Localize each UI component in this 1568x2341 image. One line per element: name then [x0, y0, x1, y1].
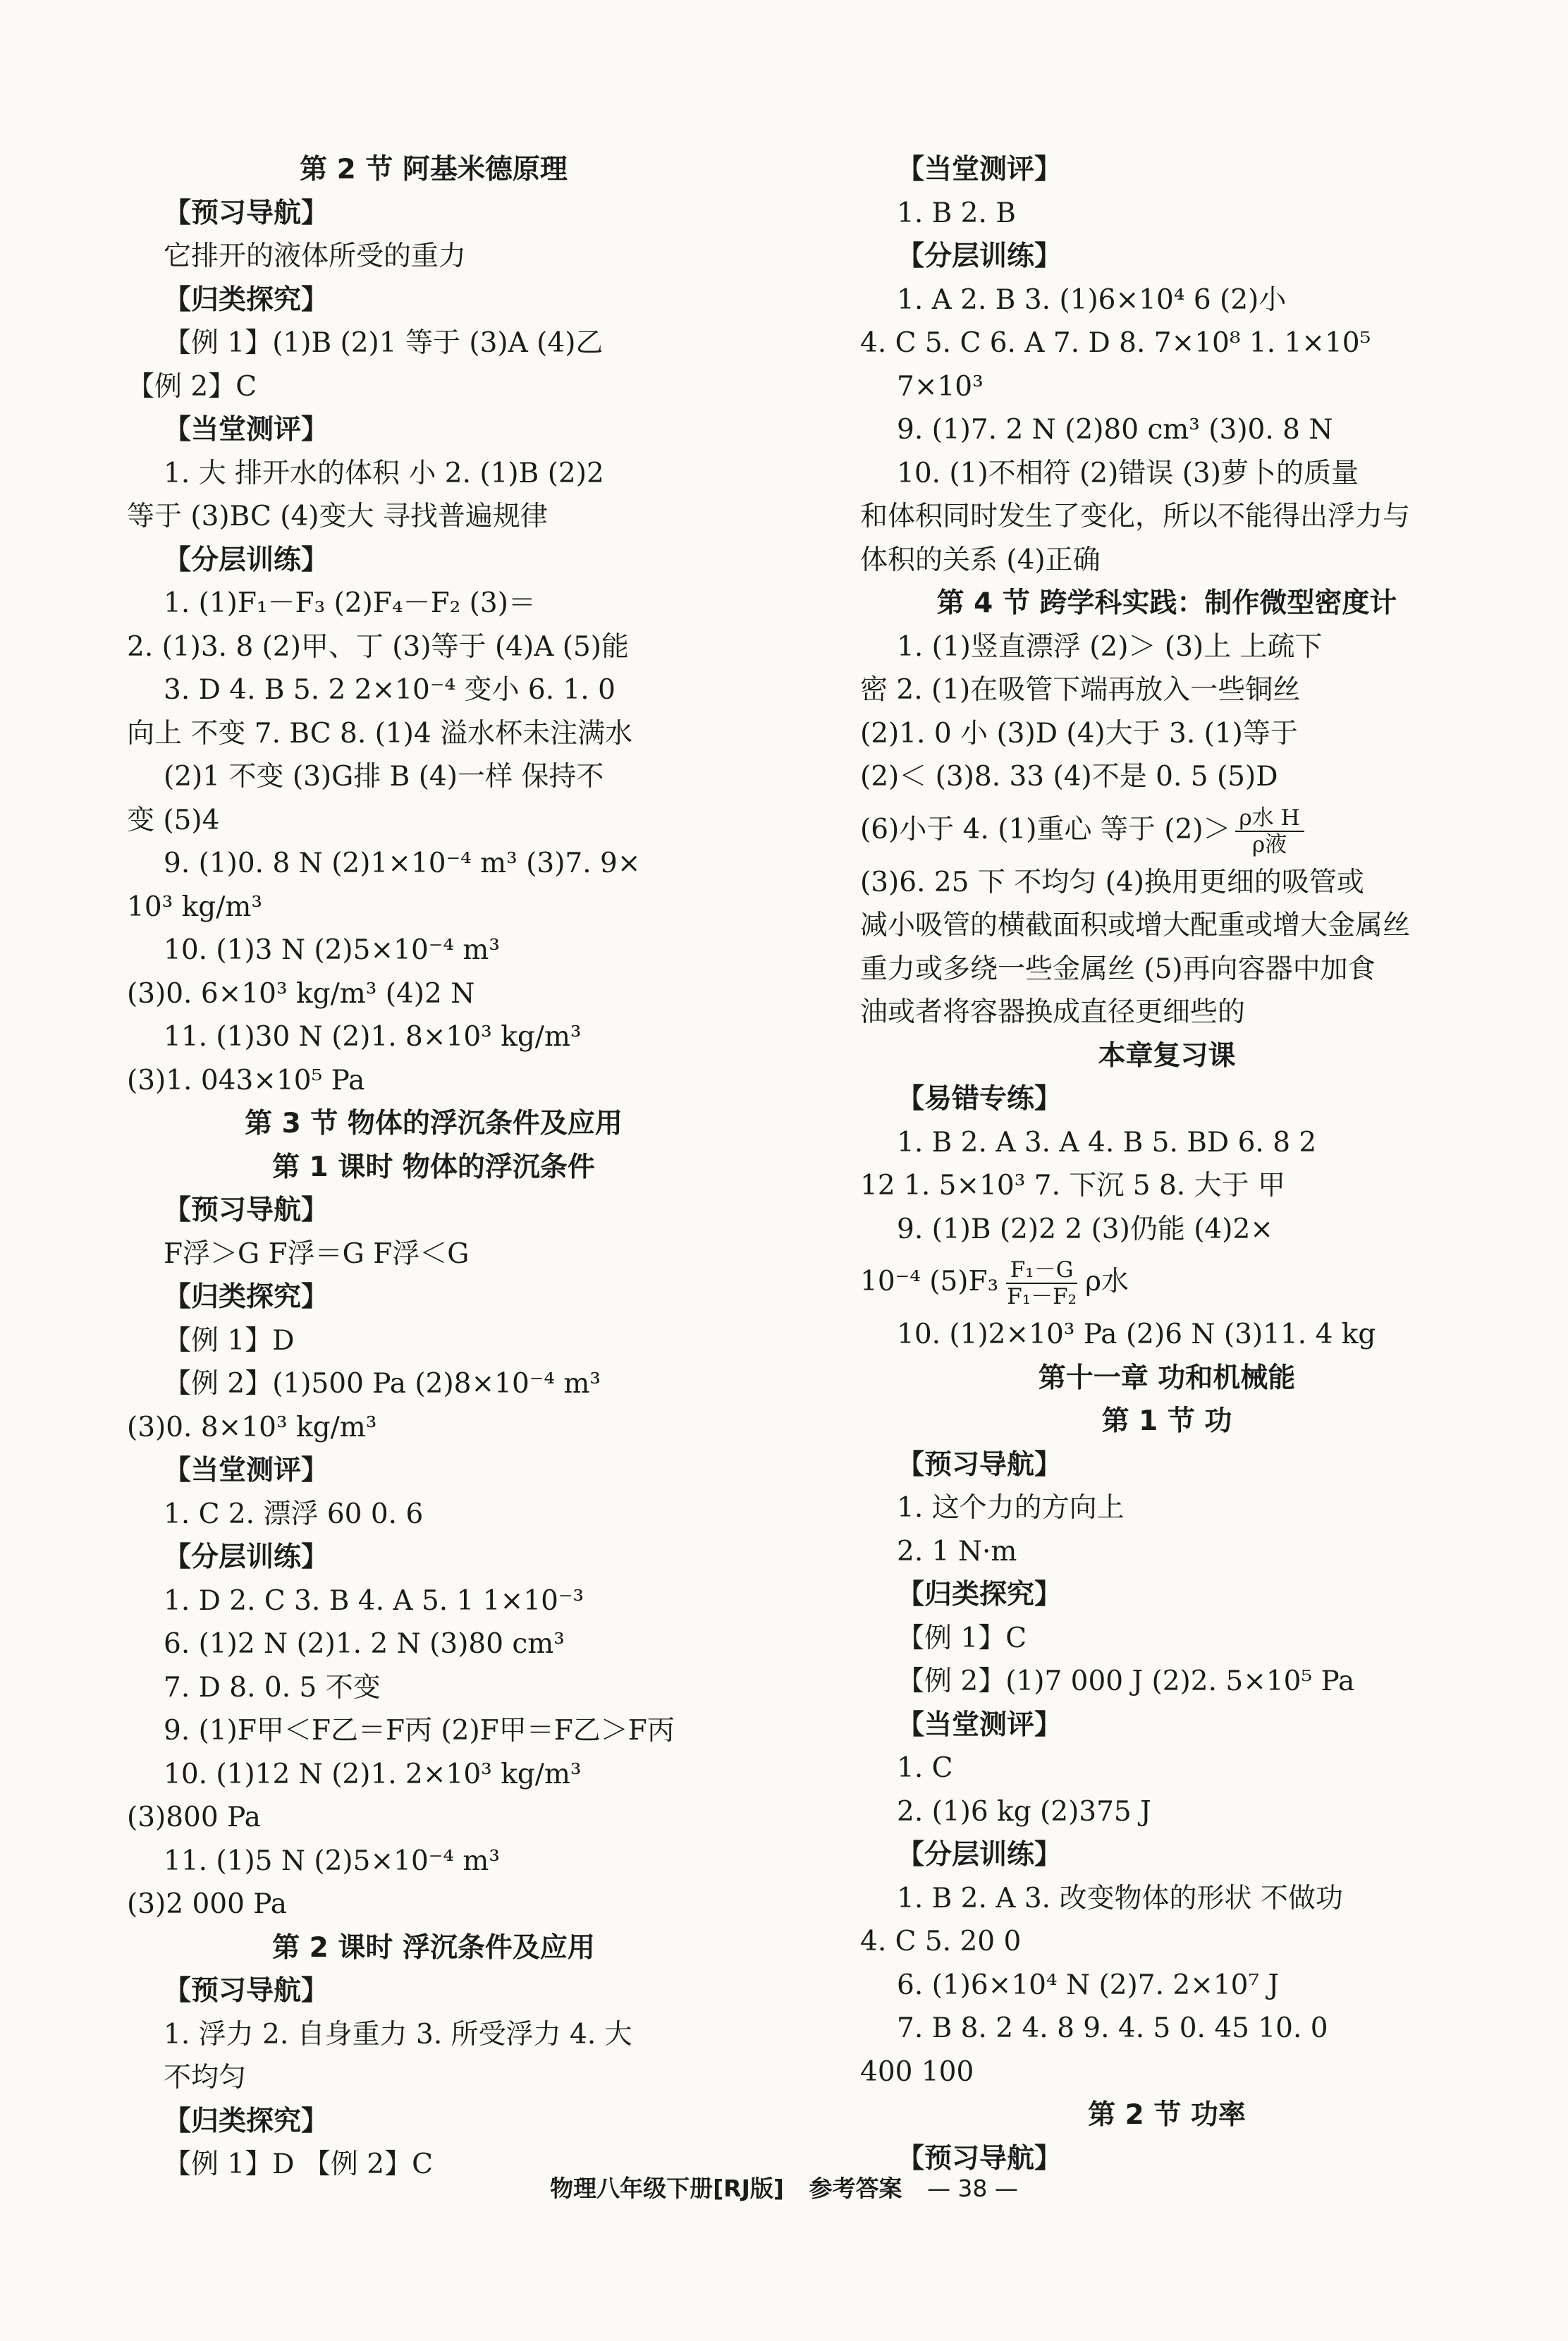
answer-line: [860, 495, 1474, 539]
answer-line: [127, 582, 740, 625]
line-text: 【预习导航】: [897, 1448, 1062, 1481]
answer-line: [860, 365, 1474, 409]
answer-line: [127, 1319, 740, 1363]
section-label: [127, 1449, 740, 1493]
fraction-denominator: F₁－F₂: [1007, 1284, 1077, 1309]
line-text: 第 2 课时 浮沉条件及应用: [272, 1931, 595, 1964]
line-text: 1. B 2. A 3. 改变物体的形状 不做功: [897, 1882, 1343, 1914]
section-label: [860, 1443, 1474, 1487]
line-text: (3)6. 25 下 不均匀 (4)换用更细的吸管或: [860, 866, 1364, 898]
line-text: 1. A 2. B 3. (1)6×10⁴ 6 (2)小: [897, 283, 1287, 316]
line-text: 7×10³: [897, 370, 984, 403]
section-heading: [860, 2094, 1474, 2137]
line-text: 【当堂测评】: [897, 1709, 1062, 1741]
line-text: 【例 2】(1)7 000 J (2)2. 5×10⁵ Pa: [897, 1665, 1355, 1697]
line-text: 1. B 2. B: [897, 197, 1016, 229]
line-text: 【预习导航】: [164, 1975, 329, 2007]
answer-line: [127, 235, 740, 279]
line-text: 油或者将容器换成直径更细些的: [860, 996, 1246, 1028]
line-text: 【分层训练】: [164, 544, 329, 576]
line-text: 它排开的液体所受的重力: [164, 240, 467, 272]
answer-line: [127, 712, 740, 756]
line-text: (2)1 不变 (3)G排 B (4)一样 保持不: [164, 761, 604, 793]
line-text: 10. (1)不相符 (2)错误 (3)萝卜的质量: [897, 457, 1359, 489]
section-label: [860, 148, 1474, 192]
line-text: 【分层训练】: [897, 1839, 1062, 1871]
line-text: 1. C 2. 漂浮 60 0. 6: [164, 1498, 424, 1530]
answer-line: [860, 904, 1474, 948]
section-heading: [127, 1926, 740, 1970]
line-text: 第 1 课时 物体的浮沉条件: [272, 1151, 595, 1183]
answer-line: [127, 1666, 740, 1710]
line-text: 向上 不变 7. BC 8. (1)4 溢水杯未注满水: [127, 717, 633, 750]
line-text: 10³ kg/m³: [127, 891, 263, 923]
line-text: 重力或多绕一些金属丝 (5)再向容器中加食: [860, 953, 1376, 985]
answer-line: [127, 1362, 740, 1406]
answer-line: [127, 1709, 740, 1753]
answer-line: [860, 2007, 1474, 2050]
section-label: [127, 1536, 740, 1579]
footer-book-title: 物理八年级下册[RJ版]: [550, 2175, 784, 2202]
section-label: [127, 1969, 740, 2013]
answer-line: [127, 2013, 740, 2057]
answer-line: [127, 1840, 740, 1883]
line-text: 1. 大 排开水的体积 小 2. (1)B (2)2: [164, 457, 604, 489]
line-text: 第 4 节 跨学科实践：制作微型密度计: [936, 587, 1397, 619]
footer-section: 参考答案: [809, 2175, 902, 2202]
answer-line: [860, 1790, 1474, 1834]
section-label: [127, 539, 740, 582]
answer-line: [860, 192, 1474, 236]
section-label: [860, 1077, 1474, 1121]
answer-line: [860, 712, 1474, 756]
line-text: 1. B 2. A 3. A 4. B 5. BD 6. 8 2: [897, 1126, 1317, 1159]
fraction: [1235, 805, 1304, 857]
answer-line: [127, 322, 740, 365]
line-text: 3. D 4. B 5. 2 2×10⁻⁴ 变小 6. 1. 0: [164, 674, 615, 706]
answer-line: [860, 452, 1474, 496]
line-text: 10. (1)12 N (2)1. 2×10³ kg/m³: [164, 1758, 582, 1790]
line-text: 【分层训练】: [897, 240, 1062, 272]
fraction: [1003, 1257, 1081, 1309]
answer-line: [860, 1121, 1474, 1165]
answer-line: [860, 1164, 1474, 1208]
answer-line: [127, 929, 740, 972]
answer-line: [860, 1877, 1474, 1921]
section-heading: [127, 148, 740, 192]
answer-line: [860, 1747, 1474, 1790]
answer-line: [860, 1313, 1474, 1357]
right-column: [860, 148, 1474, 2180]
left-column: [127, 148, 740, 2187]
line-text: 4. C 5. C 6. A 7. D 8. 7×10⁸ 1. 1×10⁵: [860, 327, 1371, 359]
answer-line: [127, 1493, 740, 1536]
answer-line: [127, 365, 740, 409]
line-text: 【当堂测评】: [897, 154, 1062, 185]
line-text: (3)0. 8×10³ kg/m³: [127, 1411, 377, 1443]
answer-line: [860, 539, 1474, 582]
section-label: [127, 2100, 740, 2144]
answer-line: [860, 1530, 1474, 1574]
answer-line: [127, 668, 740, 712]
line-text: 和体积同时发生了变化，所以不能得出浮力与: [860, 501, 1411, 532]
fraction-suffix: ρ水: [1085, 1266, 1129, 1297]
answer-line: [860, 668, 1474, 712]
section-heading: [860, 582, 1474, 625]
answer-line: [860, 755, 1474, 799]
line-text: 【归类探究】: [164, 2105, 329, 2137]
line-text: 2. (1)3. 8 (2)甲、丁 (3)等于 (4)A (5)能: [127, 630, 629, 663]
line-text: 变 (5)4: [127, 804, 220, 836]
fraction-numerator: F₁－G: [1006, 1257, 1078, 1284]
line-text: 1. (1)F₁－F₃ (2)F₄－F₂ (3)＝: [164, 587, 536, 619]
line-text: 400 100: [860, 2055, 974, 2088]
section-label: [860, 1704, 1474, 1747]
section-heading: [860, 1357, 1474, 1400]
line-text: (3)800 Pa: [127, 1802, 261, 1833]
answer-line: [860, 948, 1474, 991]
line-text: 9. (1)B (2)2 2 (3)仍能 (4)2×: [897, 1213, 1273, 1245]
line-text: 9. (1)7. 2 N (2)80 cm³ (3)0. 8 N: [897, 414, 1333, 446]
answer-line: [860, 408, 1474, 452]
line-text: 9. (1)F甲＜F乙＝F丙 (2)F甲＝F乙＞F丙: [164, 1715, 675, 1747]
line-text: 7. B 8. 2 4. 8 9. 4. 5 0. 45 10. 0: [897, 2012, 1328, 2044]
line-text: (6)小于 4. (1)重心 等于 (2)＞: [860, 813, 1231, 845]
line-text: (3)2 000 Pa: [127, 1888, 288, 1920]
line-text: 【归类探究】: [897, 1579, 1062, 1610]
line-text: (3)0. 6×10³ kg/m³ (4)2 N: [127, 977, 475, 1010]
answer-line: [127, 1579, 740, 1623]
answer-line: [860, 1964, 1474, 2007]
line-text: 【例 2】(1)500 Pa (2)8×10⁻⁴ m³: [164, 1368, 601, 1400]
section-label: [127, 279, 740, 322]
answer-line: [127, 886, 740, 929]
line-text: 【例 1】D 【例 2】C: [164, 2149, 433, 2180]
line-text: 【例 1】(1)B (2)1 等于 (3)A (4)乙: [164, 327, 604, 359]
answer-line: [127, 1622, 740, 1666]
line-text: 第 2 节 阿基米德原理: [300, 154, 568, 185]
answer-line: [127, 1796, 740, 1840]
answer-line: [860, 625, 1474, 669]
answer-line: [860, 991, 1474, 1034]
line-text: 【例 2】C: [127, 370, 257, 403]
line-text: 【预习导航】: [897, 2142, 1062, 2175]
line-text: 【易错专练】: [897, 1083, 1062, 1115]
answer-line: [127, 799, 740, 843]
line-text: 第十一章 功和机械能: [1038, 1362, 1296, 1394]
line-text: 2. 1 N·m: [897, 1535, 1017, 1567]
line-text: 4. C 5. 20 0: [860, 1926, 1022, 1957]
answer-line: [860, 1208, 1474, 1252]
fraction-denominator: ρ液: [1251, 831, 1287, 857]
line-text: 【归类探究】: [164, 1281, 329, 1313]
section-label: [860, 1573, 1474, 1617]
line-text: (2)1. 0 小 (3)D (4)大于 3. (1)等于: [860, 717, 1298, 750]
answer-line: [860, 279, 1474, 322]
line-text: 1. 这个力的方向上: [897, 1492, 1125, 1524]
section-label: [127, 192, 740, 236]
line-text: 6. (1)2 N (2)1. 2 N (3)80 cm³: [164, 1628, 565, 1660]
page-number: — 38 —: [926, 2175, 1018, 2202]
line-text: 11. (1)30 N (2)1. 8×10³ kg/m³: [164, 1021, 582, 1053]
answer-line: [127, 972, 740, 1016]
line-text: 10. (1)3 N (2)5×10⁻⁴ m³: [164, 934, 500, 966]
line-text: F浮＞G F浮＝G F浮＜G: [164, 1237, 470, 1270]
section-label: [860, 1833, 1474, 1877]
answer-line: [860, 799, 1474, 861]
line-text: 【例 1】D: [164, 1324, 295, 1357]
section-heading: [127, 1146, 740, 1190]
answer-line: [127, 625, 740, 669]
line-text: 10. (1)2×10³ Pa (2)6 N (3)11. 4 kg: [897, 1319, 1376, 1350]
line-text: 【归类探究】: [164, 283, 329, 316]
line-text: 1. D 2. C 3. B 4. A 5. 1 1×10⁻³: [164, 1584, 584, 1617]
section-heading: [127, 1102, 740, 1146]
line-text: 不均匀: [164, 2062, 247, 2094]
line-text: 本章复习课: [1098, 1039, 1236, 1072]
page-footer: [0, 2170, 1568, 2204]
line-text: 密 2. (1)在吸管下端再放入一些铜丝: [860, 674, 1301, 706]
answer-line: [860, 2050, 1474, 2094]
answer-line: [127, 1753, 740, 1797]
line-text: 1. C: [897, 1752, 953, 1784]
answer-line: [860, 1486, 1474, 1530]
answer-line: [127, 1883, 740, 1926]
answer-line: [127, 755, 740, 799]
answer-line: [860, 1251, 1474, 1313]
line-text: 6. (1)6×10⁴ N (2)7. 2×10⁷ J: [897, 1969, 1280, 2001]
answer-line: [860, 1660, 1474, 1704]
answer-line: [127, 1406, 740, 1450]
line-text: 11. (1)5 N (2)5×10⁻⁴ m³: [164, 1845, 500, 1877]
line-text: 第 2 节 功率: [1088, 2099, 1246, 2131]
line-text: 【预习导航】: [164, 1194, 329, 1226]
line-text: 12 1. 5×10³ 7. 下沉 5 8. 大于 甲: [860, 1170, 1285, 1202]
line-text: (3)1. 043×10⁵ Pa: [127, 1064, 365, 1096]
line-text: 体积的关系 (4)正确: [860, 544, 1101, 576]
answer-line: [127, 842, 740, 886]
line-text: 等于 (3)BC (4)变大 寻找普遍规律: [127, 501, 548, 532]
answer-line: [127, 1233, 740, 1276]
answer-line: [127, 495, 740, 539]
answer-line: [127, 1015, 740, 1059]
line-text: 第 1 节 功: [1101, 1405, 1232, 1437]
line-text: 2. (1)6 kg (2)375 J: [897, 1795, 1151, 1828]
answer-line: [860, 861, 1474, 905]
answer-line: [860, 1617, 1474, 1661]
line-text: 1. 浮力 2. 自身重力 3. 所受浮力 4. 大: [164, 2018, 632, 2050]
line-text: 【预习导航】: [164, 197, 329, 229]
answer-line: [860, 322, 1474, 365]
line-text: 【当堂测评】: [164, 414, 329, 446]
section-label: [127, 1276, 740, 1319]
line-text: 【例 1】C: [897, 1622, 1027, 1654]
section-label: [127, 1189, 740, 1233]
fraction-numerator: ρ水 H: [1235, 805, 1304, 832]
line-text: (2)＜ (3)8. 33 (4)不是 0. 5 (5)D: [860, 761, 1278, 793]
line-text: 10⁻⁴ (5)F₃: [860, 1266, 999, 1297]
answer-line: [127, 1059, 740, 1103]
answer-line: [860, 1920, 1474, 1964]
answer-line: [127, 452, 740, 496]
section-heading: [860, 1034, 1474, 1078]
answer-line: [127, 2056, 740, 2100]
line-text: 1. (1)竖直漂浮 (2)＞ (3)上 上疏下: [897, 630, 1323, 663]
line-text: 第 3 节 物体的浮沉条件及应用: [245, 1108, 623, 1139]
section-heading: [860, 1400, 1474, 1443]
line-text: 【当堂测评】: [164, 1455, 329, 1486]
section-label: [127, 408, 740, 452]
line-text: 7. D 8. 0. 5 不变: [164, 1671, 381, 1704]
line-text: 【分层训练】: [164, 1541, 329, 1573]
line-text: 减小吸管的横截面积或增大配重或增大金属丝: [860, 910, 1411, 941]
section-label: [860, 235, 1474, 279]
line-text: 9. (1)0. 8 N (2)1×10⁻⁴ m³ (3)7. 9×: [164, 848, 641, 879]
